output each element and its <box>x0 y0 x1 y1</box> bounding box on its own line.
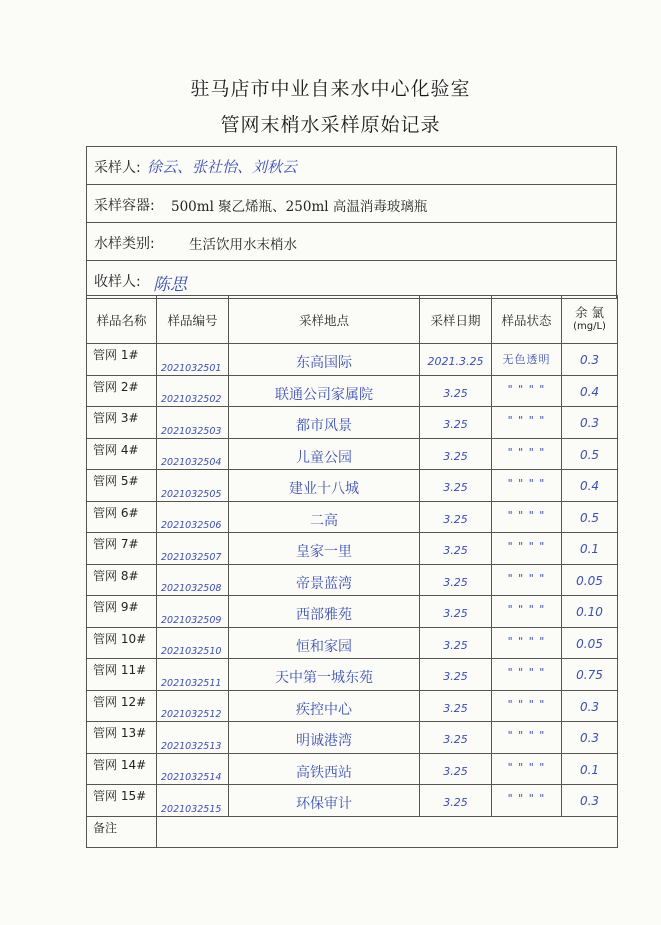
sample-date-cell <box>420 407 492 439</box>
table-row <box>87 690 618 722</box>
residual-chlorine: 0.4 <box>579 479 600 493</box>
sample-site-cell <box>229 375 420 407</box>
sample-code-cell <box>157 785 229 817</box>
table-row <box>87 375 618 407</box>
col-sample-name: 样品名称 <box>87 296 157 344</box>
sample-site: 联通公司家属院 <box>275 386 373 403</box>
sample-site-cell <box>229 722 420 754</box>
sample-state: " " " " <box>507 792 546 805</box>
sample-name-cell <box>87 501 157 533</box>
residual-chlorine-cell <box>562 690 618 722</box>
sample-date: 3.25 <box>443 670 468 683</box>
sample-site: 二高 <box>310 512 338 529</box>
sample-name-cell <box>87 375 157 407</box>
sample-state-cell <box>492 722 562 754</box>
table-row <box>87 627 618 659</box>
sample-date: 3.25 <box>443 607 468 620</box>
residual-chlorine: 0.5 <box>579 510 600 525</box>
sample-name-cell <box>87 690 157 722</box>
sample-code: 2021032502 <box>161 394 222 405</box>
sample-state: " " " " <box>507 382 546 396</box>
residual-chlorine: 0.3 <box>579 794 600 808</box>
sample-date-cell <box>420 596 492 628</box>
sample-code-cell <box>157 501 229 533</box>
sample-code: 2021032514 <box>161 772 222 783</box>
sample-name-cell <box>87 344 157 376</box>
sample-state: " " " " <box>507 445 546 459</box>
table-row <box>87 596 618 628</box>
sample-code-cell <box>157 533 229 565</box>
residual-chlorine-cell <box>562 533 618 565</box>
sample-name-cell <box>87 722 157 754</box>
sample-site: 西部雅苑 <box>296 607 352 623</box>
table-row <box>87 533 618 565</box>
sample-state-cell <box>492 407 562 439</box>
sample-name-cell <box>87 596 157 628</box>
sample-date-cell <box>420 722 492 754</box>
sample-state-cell <box>492 627 562 659</box>
sample-name: 管网 9# <box>93 600 139 614</box>
sample-date: 2021.3.25 <box>427 355 484 368</box>
sample-state: " " " " <box>507 540 546 553</box>
sample-date-cell <box>420 690 492 722</box>
sample-name: 管网 6# <box>93 505 139 520</box>
table-row <box>87 438 618 470</box>
sample-date: 3.25 <box>443 544 468 557</box>
residual-chlorine-cell <box>562 785 618 817</box>
sample-site-cell <box>229 659 420 691</box>
sample-date: 3.25 <box>443 733 468 746</box>
sample-site-cell <box>229 470 420 502</box>
sample-code: 2021032504 <box>161 457 222 468</box>
table-row <box>87 722 618 754</box>
sample-state: " " " " <box>507 414 546 427</box>
page-title: 驻马店市中业自来水中心化验室 <box>190 78 471 100</box>
sample-code-cell <box>157 407 229 439</box>
sample-state-cell <box>492 753 562 785</box>
sample-site: 皇家一里 <box>296 544 352 560</box>
sample-date-cell <box>420 659 492 691</box>
sample-state-cell <box>492 596 562 628</box>
col-chlorine <box>562 296 618 344</box>
residual-chlorine-cell <box>562 470 618 502</box>
sample-date-cell <box>420 785 492 817</box>
sample-name: 管网 5# <box>93 474 139 488</box>
residual-chlorine-cell <box>562 344 618 376</box>
residual-chlorine-cell <box>562 564 618 596</box>
sample-code-cell <box>157 344 229 376</box>
sample-state-cell <box>492 438 562 470</box>
residual-chlorine: 0.5 <box>579 447 600 462</box>
sample-site: 天中第一城东苑 <box>275 670 373 686</box>
col-date: 采样日期 <box>420 296 492 344</box>
sample-name-cell <box>87 438 157 470</box>
sample-name: 管网 11# <box>93 663 147 677</box>
residual-chlorine-cell <box>562 501 618 533</box>
sample-state-cell <box>492 785 562 817</box>
sample-code-cell <box>157 564 229 596</box>
receiver-row <box>87 261 616 298</box>
sample-date-cell <box>420 627 492 659</box>
sample-site: 东高国际 <box>296 355 352 371</box>
sample-name-cell <box>87 470 157 502</box>
form-title: 管网末梢水采样原始记录 <box>220 114 441 136</box>
table-row <box>87 564 618 596</box>
remark-label-cell <box>87 816 157 848</box>
remark-row <box>87 816 618 848</box>
residual-chlorine: 0.1 <box>579 542 600 556</box>
table-row <box>87 785 618 817</box>
sample-site: 高铁西站 <box>296 764 352 781</box>
sample-name: 管网 7# <box>93 537 139 551</box>
sample-name-cell <box>87 533 157 565</box>
sample-date-cell <box>420 438 492 470</box>
sample-state-cell <box>492 690 562 722</box>
sample-state: 无色透明 <box>502 353 551 366</box>
sample-state-cell <box>492 501 562 533</box>
sample-site-cell <box>229 533 420 565</box>
residual-chlorine-cell <box>562 407 618 439</box>
sample-state: " " " " <box>507 666 546 679</box>
receiver-label: 收样人: <box>94 274 141 290</box>
sample-site: 恒和家园 <box>296 638 352 655</box>
sample-name: 管网 4# <box>93 442 139 457</box>
sample-site-cell <box>229 501 420 533</box>
sample-code: 2021032507 <box>161 551 222 563</box>
table-row <box>87 344 618 376</box>
sample-site-cell <box>229 785 420 817</box>
sample-state-cell <box>492 470 562 502</box>
sample-site-cell <box>229 753 420 785</box>
table-row <box>87 470 618 502</box>
sample-code: 2021032501 <box>161 362 222 374</box>
col-sample-code: 样品编号 <box>157 296 229 344</box>
sample-state-cell <box>492 659 562 691</box>
sampler-value: 徐云、张社怡、刘秋云 <box>147 158 298 176</box>
sample-code-cell <box>157 753 229 785</box>
sample-site-cell <box>229 438 420 470</box>
sample-date: 3.25 <box>443 512 468 526</box>
sample-code-cell <box>157 722 229 754</box>
sample-code-cell <box>157 470 229 502</box>
residual-chlorine: 0.3 <box>579 416 600 430</box>
sampler-label: 采样人: <box>94 160 141 176</box>
sample-name-cell <box>87 753 157 785</box>
sample-date-cell <box>420 533 492 565</box>
sample-state: " " " " <box>507 571 546 585</box>
col-site: 采样地点 <box>229 296 420 344</box>
sample-state: " " " " <box>507 634 546 648</box>
residual-chlorine: 0.75 <box>576 668 603 682</box>
sample-date: 3.25 <box>443 796 468 809</box>
sample-table <box>86 295 618 848</box>
sample-name: 管网 15# <box>93 789 147 803</box>
sample-site-cell <box>229 407 420 439</box>
sample-site: 建业十八城 <box>289 481 359 497</box>
residual-chlorine: 0.3 <box>579 353 600 367</box>
sample-state-cell <box>492 344 562 376</box>
sample-site: 帝景蓝湾 <box>296 575 352 592</box>
sample-date: 3.25 <box>443 418 468 431</box>
header-block <box>86 146 617 299</box>
sample-date-cell <box>420 375 492 407</box>
sample-state-cell <box>492 564 562 596</box>
table-header-row <box>87 296 618 344</box>
residual-chlorine-cell <box>562 722 618 754</box>
sample-site-cell <box>229 690 420 722</box>
sample-code: 2021032508 <box>161 583 222 594</box>
sample-date-cell <box>420 753 492 785</box>
sample-code: 2021032515 <box>161 803 222 815</box>
sample-name-cell <box>87 407 157 439</box>
residual-chlorine-cell <box>562 438 618 470</box>
sample-code: 2021032505 <box>161 488 222 500</box>
sample-name: 管网 10# <box>93 631 147 646</box>
sample-name: 管网 3# <box>93 411 139 425</box>
sample-name-cell <box>87 785 157 817</box>
residual-chlorine: 0.05 <box>576 636 603 651</box>
sample-date: 3.25 <box>443 575 468 589</box>
residual-chlorine-cell <box>562 596 618 628</box>
sample-name-cell <box>87 659 157 691</box>
sample-state: " " " " <box>507 729 546 742</box>
table-row <box>87 501 618 533</box>
sample-date-cell <box>420 501 492 533</box>
residual-chlorine-cell <box>562 753 618 785</box>
col-chlorine-unit: (mg/L) <box>573 320 606 332</box>
sample-code: 2021032511 <box>161 677 222 689</box>
sample-site: 儿童公园 <box>296 449 352 466</box>
sample-state: " " " " <box>507 760 546 774</box>
sample-code: 2021032509 <box>161 614 222 626</box>
residual-chlorine: 0.10 <box>576 605 603 619</box>
sample-date-cell <box>420 344 492 376</box>
sample-site-cell <box>229 627 420 659</box>
col-state: 样品状态 <box>492 296 562 344</box>
sample-state: " " " " <box>507 697 546 711</box>
receiver-value: 陈思 <box>153 275 187 295</box>
residual-chlorine: 0.3 <box>579 699 600 714</box>
sample-site: 疾控中心 <box>296 701 352 718</box>
sample-date: 3.25 <box>443 481 468 494</box>
sample-state-cell <box>492 533 562 565</box>
sample-code: 2021032503 <box>161 425 222 437</box>
type-row <box>87 223 616 261</box>
sample-site-cell <box>229 596 420 628</box>
sample-code: 2021032510 <box>161 646 222 657</box>
residual-chlorine-cell <box>562 627 618 659</box>
sample-name: 管网 1# <box>93 348 139 362</box>
type-label: 水样类别: <box>94 236 155 252</box>
sampler-row <box>87 147 616 185</box>
table-row <box>87 659 618 691</box>
sample-date: 3.25 <box>443 449 468 463</box>
sample-site-cell <box>229 344 420 376</box>
sample-code-cell <box>157 659 229 691</box>
container-label: 采样容器: <box>94 198 155 214</box>
sample-state: " " " " <box>507 477 546 490</box>
sample-code-cell <box>157 438 229 470</box>
sample-state-cell <box>492 375 562 407</box>
sample-code: 2021032506 <box>161 520 222 531</box>
sample-name: 管网 8# <box>93 568 139 583</box>
container-row <box>87 185 616 223</box>
sample-site-cell <box>229 564 420 596</box>
residual-chlorine: 0.1 <box>579 762 600 777</box>
sample-site: 环保审计 <box>296 796 352 812</box>
residual-chlorine: 0.4 <box>579 384 600 399</box>
sample-code: 2021032512 <box>161 709 222 720</box>
residual-chlorine: 0.05 <box>576 573 603 588</box>
sample-code-cell <box>157 596 229 628</box>
sample-date-cell <box>420 470 492 502</box>
sample-code-cell <box>157 375 229 407</box>
remark-label: 备注 <box>93 820 118 835</box>
remark-cell <box>157 816 618 848</box>
table-row <box>87 753 618 785</box>
sample-name-cell <box>87 627 157 659</box>
sample-site: 明诚港湾 <box>296 733 352 749</box>
type-value: 生活饮用水末梢水 <box>189 237 297 253</box>
sample-state: " " " " <box>507 508 546 522</box>
residual-chlorine-cell <box>562 659 618 691</box>
residual-chlorine: 0.3 <box>579 731 600 745</box>
sample-code-cell <box>157 690 229 722</box>
residual-chlorine-cell <box>562 375 618 407</box>
table-row <box>87 407 618 439</box>
sample-date: 3.25 <box>443 638 468 652</box>
sample-name: 管网 2# <box>93 379 139 394</box>
sample-state: " " " " <box>507 603 546 616</box>
sample-date: 3.25 <box>443 701 468 715</box>
sample-site: 都市风景 <box>296 418 352 434</box>
container-value: 500ml 聚乙烯瓶、250ml 高温消毒玻璃瓶 <box>171 199 428 215</box>
sample-date-cell <box>420 564 492 596</box>
sample-date: 3.25 <box>443 764 468 778</box>
col-chlorine-label: 余 氯 <box>575 304 604 320</box>
sample-name-cell <box>87 564 157 596</box>
sample-code: 2021032513 <box>161 740 222 752</box>
sample-code-cell <box>157 627 229 659</box>
sample-name: 管网 14# <box>93 757 147 772</box>
sample-date: 3.25 <box>443 386 468 400</box>
sample-name: 管网 12# <box>93 694 147 709</box>
sample-name: 管网 13# <box>93 726 147 740</box>
